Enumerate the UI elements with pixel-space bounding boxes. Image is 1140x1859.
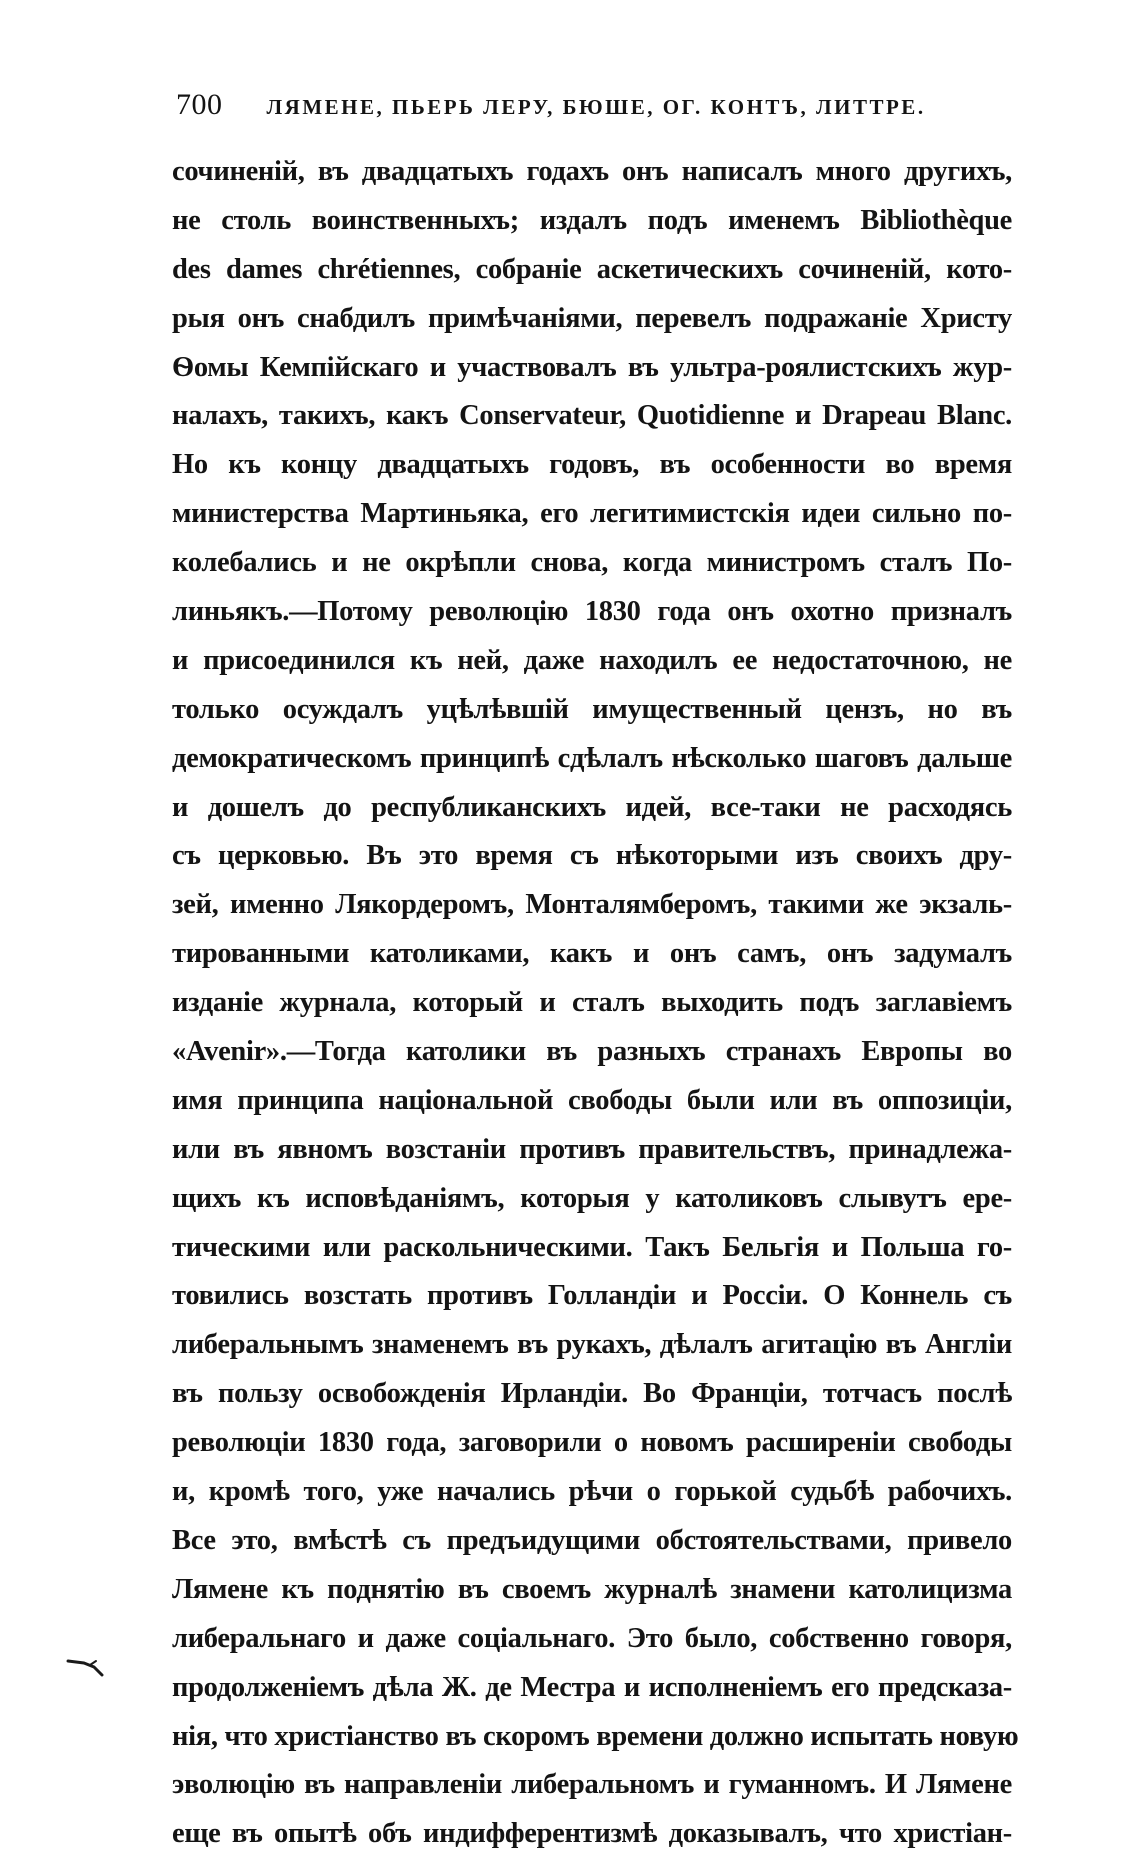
page-number: 700 xyxy=(176,88,223,121)
text-line: еще въ опытѣ объ индифферентизмѣ доказывалъ, что христіан- xyxy=(172,1818,1012,1850)
text-line: изданіе журнала, который и сталъ выходить подъ заглавіемъ xyxy=(172,987,1012,1019)
text-line: либеральнымъ знаменемъ въ рукахъ, дѣлалъ агитацію въ Англіи xyxy=(172,1329,1012,1361)
text-line: демократическомъ принципѣ сдѣлалъ нѣсколько шаговъ дальше xyxy=(172,742,1012,774)
text-line: зей, именно Лякордеромъ, Монталямберомъ, такими же экзаль- xyxy=(172,889,1012,921)
text-line: съ церковью. Въ это время съ нѣкоторыми изъ своихъ дру- xyxy=(172,840,1012,872)
ink-mark-icon xyxy=(66,1655,106,1677)
running-title: ЛЯМЕНЕ, ПЬЕРЬ ЛЕРУ, БЮШЕ, ОГ. КОНТЪ, ЛИТТРЕ. xyxy=(266,95,926,119)
text-line: щихъ къ исповѣданіямъ, которыя у католиковъ слывутъ ере- xyxy=(172,1182,1012,1214)
text-line: нія, что христіанство въ скоромъ времени должно испытать новую xyxy=(172,1720,1019,1752)
text-line: не столь воинственныхъ; издалъ подъ именемъ Bibliothèque xyxy=(172,204,1012,236)
text-line: въ пользу освобожденія Ирландіи. Во Франціи, тотчасъ послѣ xyxy=(172,1378,1012,1410)
text-line: продолженіемъ дѣла Ж. де Местра и исполненіемъ его предсказа- xyxy=(172,1671,1012,1703)
text-line: и дошелъ до республиканскихъ идей, все-таки не расходясь xyxy=(172,791,1012,823)
body-text xyxy=(172,148,1019,1859)
text-line: Но къ концу двадцатыхъ годовъ, въ особенности во время xyxy=(172,449,1012,481)
page-header xyxy=(176,88,1010,128)
text-line: товились возстать противъ Голландіи и Россіи. О Коннель съ xyxy=(172,1280,1012,1312)
text-line: эволюцію въ направленіи либеральномъ и гуманномъ. И Лямене xyxy=(172,1769,1012,1801)
text-line: сочиненій, въ двадцатыхъ годахъ онъ написалъ много другихъ, xyxy=(172,156,1012,187)
text-line: или въ явномъ возстаніи противъ правительствъ, принадлежа- xyxy=(172,1133,1012,1165)
text-line: либеральнаго и даже соціальнаго. Это было, собственно говоря, xyxy=(172,1622,1012,1654)
text-line: имя принципа національной свободы были или въ оппозиціи, xyxy=(172,1084,1012,1116)
text-line: Все это, вмѣстѣ съ предъидущими обстоятельствами, привело xyxy=(172,1524,1012,1556)
text-line: рыя онъ снабдилъ примѣчаніями, перевелъ подражаніе Христу xyxy=(172,302,1012,334)
text-line: революціи 1830 года, заговорили о новомъ расширеніи свободы xyxy=(172,1427,1012,1459)
text-line: Ѳомы Кемпійскаго и участвовалъ въ ультра-роялистскихъ жур- xyxy=(172,351,1012,383)
text-line: тическими или раскольническими. Такъ Бельгія и Польша го- xyxy=(172,1231,1012,1263)
text-line: и, кромѣ того, уже начались рѣчи о горькой судьбѣ рабочихъ. xyxy=(172,1476,1012,1508)
text-line: тированными католиками, какъ и онъ самъ, онъ задумалъ xyxy=(172,938,1012,970)
text-line: и присоединился къ ней, даже находилъ ее недостаточною, не xyxy=(172,644,1012,676)
text-line: des dames chrétiennes, собраніе аскетическихъ сочиненій, кото- xyxy=(172,253,1012,285)
text-line: колебались и не окрѣпли снова, когда министромъ сталъ По- xyxy=(172,547,1012,579)
text-line: Лямене къ поднятію въ своемъ журналѣ знамени католицизма xyxy=(172,1573,1012,1605)
text-line: налахъ, такихъ, какъ Conservateur, Quotidienne и Drapeau Blanc. xyxy=(172,400,1012,432)
text-line: министерства Мартиньяка, его легитимистскія идеи сильно по- xyxy=(172,498,1012,530)
text-line: линьякъ.—Потому революцію 1830 года онъ охотно призналъ xyxy=(172,596,1012,628)
text-line: «Avenir».—Тогда католики въ разныхъ странахъ Европы во xyxy=(172,1036,1012,1068)
text-line: только осуждалъ уцѣлѣвшій имущественный цензъ, но въ xyxy=(172,693,1012,725)
